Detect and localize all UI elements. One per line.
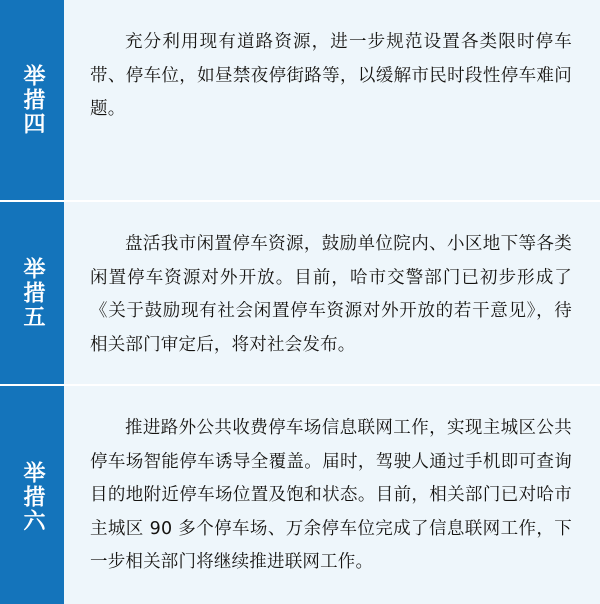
measure-label-five-text: 举措五 — [19, 257, 45, 329]
measure-section-five — [0, 202, 600, 384]
measure-body-six — [64, 386, 600, 604]
measure-body-five — [64, 202, 600, 384]
measure-section-four — [0, 0, 600, 200]
measure-label-five — [0, 202, 64, 384]
measure-section-six — [0, 386, 600, 604]
measure-body-six-text: 推进路外公共收费停车场信息联网工作，实现主城区公共停车场智能停车诱导全覆盖。届时，驾驶人通过手机即可查询目的地附近停车场位置及饱和状态。目前，相关部门已对哈市主城区 90 多个停车场、万余停车位完成了信息联网工作，下一步相关部门将继续推进联网工作。 — [90, 418, 572, 573]
measure-label-four — [0, 0, 64, 200]
measure-body-four-text: 充分利用现有道路资源，进一步规范设置各类限时停车带、停车位，如昼禁夜停街路等，以缓解市民时段性停车难问题。 — [90, 32, 572, 120]
measure-label-four-text: 举措四 — [19, 64, 45, 136]
measure-body-four — [64, 0, 600, 200]
measure-label-six-text: 举措六 — [19, 461, 45, 533]
measure-label-six — [0, 386, 64, 604]
measure-body-five-text: 盘活我市闲置停车资源，鼓励单位院内、小区地下等各类闲置停车资源对外开放。目前，哈市交警部门已初步形成了《关于鼓励现有社会闲置停车资源对外开放的若干意见》，待相关部门审定后，将对社会发布。 — [90, 234, 572, 355]
